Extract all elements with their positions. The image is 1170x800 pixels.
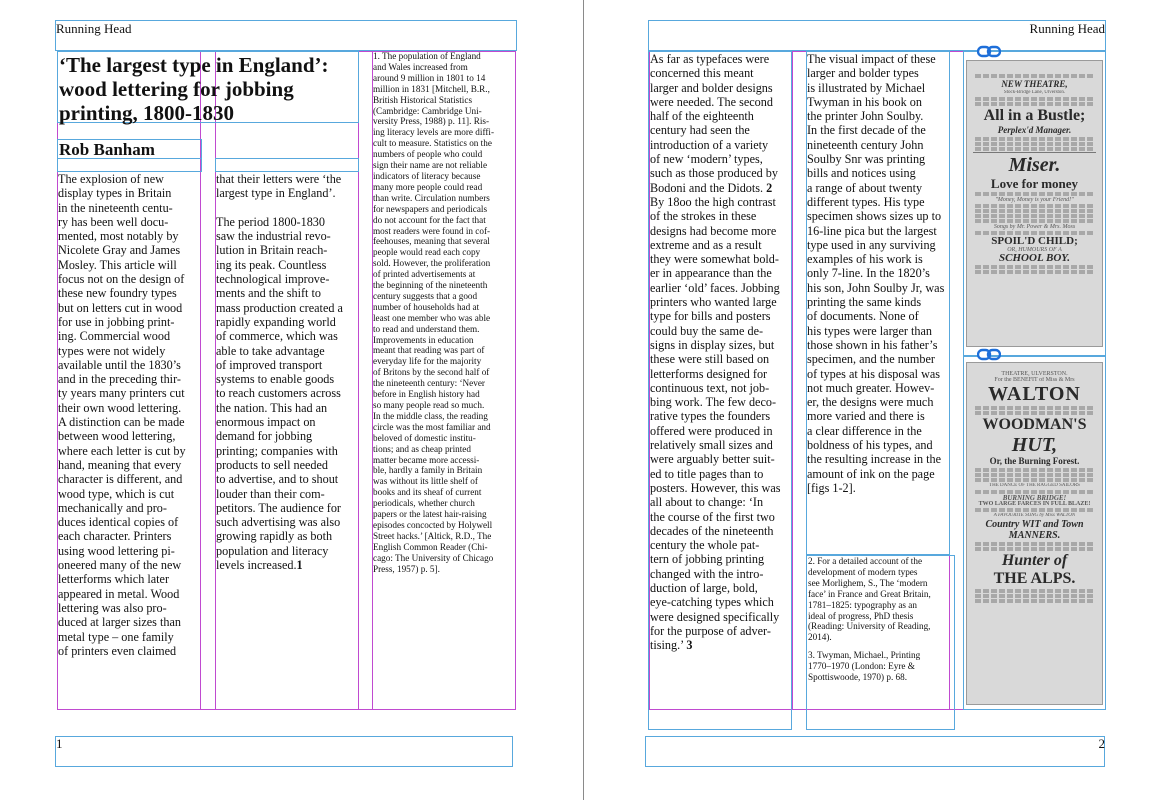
link-icon[interactable] xyxy=(977,347,1001,363)
poster-line: Hunter of xyxy=(1001,552,1068,569)
body-column-2-text: that their letters were ‘the largest type in England’. The period 1800-1830 saw the industrial revo- lution in Britain reach- ing its peak. Countless technological improve- ments and the shift to mass production created a rapidly expanding world of commerce, which was able to take advantage of improved transport systems to enable goods to reach customers across the nation. This had an enormous impact on demand for jobbing printing; companies with products to sell needed to advertise, and to shout louder than their com- petitors. The audience for such advertising was also growing rapidly as both population and literacy levels increased. xyxy=(216,172,343,573)
theatre-poster-image-1[interactable] xyxy=(966,60,1103,347)
poster-fine-print xyxy=(975,270,1094,274)
folio-frame-left[interactable] xyxy=(55,736,513,767)
poster-fine-print xyxy=(975,411,1094,415)
poster-line: SCHOOL BOY. xyxy=(999,253,1070,264)
body-column-2-right: The visual impact of these larger and bolder types is illustrated by Michael Twyman in his book on the printer John Soulby. In the first decade of the nineteenth century John Soulby Snr was printing bills and notices using a range of about twenty different types. His type specimen shows sizes up to 16-line pica but the largest type used in any surviving examples of his work is only 7-line. In the 1820’s his son, John Soulby Jr, was printing the same kinds of documents. None of his types were larger than those shown in his father’s specimen, and the number of types at his disposal was not much greater. Howev- er, the designs were much more varied and there is a clear difference in the boldness of his types, and the resulting increase in the amount of ink on the page [figs 1-2]. xyxy=(807,52,945,495)
footnote-ref-1[interactable]: 1 xyxy=(296,558,303,573)
author-name: Rob Banham xyxy=(59,140,155,159)
poster-line: Perplex'd Manager. xyxy=(997,125,1072,135)
poster-fine-print xyxy=(975,219,1094,223)
poster-line: OR, HUMOURS OF A xyxy=(1007,247,1062,253)
poster-line: Miser. xyxy=(1008,154,1061,176)
footnote-2: 2. For a detailed account of the development of modern types see Morlighem, S., The ‘modern face’ in France and Great Britain, 1781–1825: typography as an ideal of progress, PhD thesis (Reading: University of Reading, 2014). xyxy=(808,556,931,643)
column-guide xyxy=(358,51,359,710)
poster-line: THEATRE, ULVERSTON. xyxy=(1001,371,1068,377)
page-number-left: 1 xyxy=(56,736,63,751)
poster-line: THE ALPS. xyxy=(993,570,1076,587)
running-head-right: Running Head xyxy=(1029,21,1105,36)
poster-fine-print xyxy=(975,231,1094,235)
poster-fine-print xyxy=(975,478,1094,482)
body-column-1-right xyxy=(650,52,793,720)
margin-guide xyxy=(57,709,515,710)
poster-line: Love for money xyxy=(990,176,1079,191)
poster-line: BURNING BRIDGE! xyxy=(1002,495,1067,501)
footnote-3: 3. Twyman, Michael., Printing 1770–1970 (London: Eyre & Spottiswoode, 1970) p. 68. xyxy=(808,650,921,682)
running-head-left: Running Head xyxy=(56,21,132,36)
poster-fine-print xyxy=(975,547,1094,551)
poster-line: "Money, Money is your Friend!" xyxy=(995,197,1074,203)
page-number-right: 2 xyxy=(1098,736,1105,751)
body-column-2 xyxy=(216,172,358,652)
folio-frame-right[interactable] xyxy=(645,736,1105,767)
poster-line: SPOIL'D CHILD; xyxy=(991,236,1078,247)
poster-fine-print xyxy=(975,594,1094,598)
poster-fine-print xyxy=(975,142,1094,146)
poster-line: Stock-Bridge Lane, Ulverston. xyxy=(1003,90,1066,95)
poster-line: Songs by Mr. Power & Mrs. Moss xyxy=(993,224,1076,230)
poster-fine-print xyxy=(975,406,1094,410)
poster-line: Country WIT and Town xyxy=(985,519,1084,530)
poster-line: TWO LARGE FARCES IN FULL BLAZE! xyxy=(978,501,1091,507)
poster-fine-print xyxy=(975,147,1094,151)
theatre-poster-image-2[interactable] xyxy=(966,362,1103,705)
footnote-1: 1. The population of England and Wales increased from around 9 million in 1801 to 14 million in 1831 [Mitchell, B.R., British Historical Statistics (Cambridge: Cambridge Uni- versity Press, 1988) p. 11]. Ris- ing literacy levels are more diffi- cult to measure. Statistics on the numbers of people who could sign their name are not reliable indicators of literacy because many more people could read than write. Circulation numbers for newspapers and periodicals do not account for the fact that most readers were found in cof- feehouses, meaning that several people would read each copy sold. However, the proliferation of printed advertisements at the beginning of the nineteenth century suggests that a good number of households had at least one member who was able to read and understand them. Improvements in education meant that reading was part of everyday life for the majority of Britons by the second half of the nineteenth century: ‘Never before in English history had so many people read so much. In the middle class, the reading circle was the most familiar and beloved of domestic institu- tions; and as cheap printed matter became more accessi- ble, hardly a family in Britain was without its little shelf of books and its sheaf of current periodicals, whether church papers or the latest hair-raising episodes concocted by Holywell Street hacks.’ [Altick, R.D., The English Common Reader (Chi- cago: The University of Chicago Press, 1957) p. 5]. xyxy=(373,51,495,574)
poster-line: Or, the Burning Forest. xyxy=(989,456,1080,466)
poster-line: For the BENEFIT of Miss & Mrs xyxy=(994,377,1075,383)
body-column-1-right-text-b: By 18oo the high contrast of the strokes in these designs had become more extreme and as a result they were somewhat bold- er in appearance than the earlier ‘old’ faces. Jobbing printers who wanted large type for bills and posters could buy the same de- signs in display sizes, but these were still based on letterforms designed for continuous text, not job- bing work. The few deco- rative types the founders offered were produced in relatively small sizes and were arguably better suit- ed to title pages than to posters. However, this was all about to change: ‘In the course of the first two decades of the nineteenth century the whole pat- tern of jobbing printing changed with the intro- duction of large, bold, eye-catching types which were designed specifically for the purpose of adver- tising.’ xyxy=(650,194,781,653)
body-column-1: The explosion of new display types in Britain in the nineteenth centu- ry has been well docu- mented, most notably by Nicolete Gray and James Mosley. This article will focus not on the design of these new foundry types but on letters cut in wood for use in jobbing print- ing. Commercial wood types were not widely available until the 1830’s and in the preceding thir- ty years many printers cut their own wood lettering. A distinction can be made between wood lettering, where each letter is cut by hand, meaning that every character is different, and wood type, which is cut mechanically and pro- duces identical copies of each character. Printers using wood lettering pi- oneered many of the new letterforms which later appeared in metal. Wood lettering was also pro- duced at larger sizes than metal type – one family of printers even claimed xyxy=(58,172,186,658)
poster-fine-print xyxy=(975,473,1094,477)
poster-fine-print xyxy=(975,137,1094,141)
poster-line: WOODMAN'S xyxy=(982,416,1087,433)
poster-fine-print xyxy=(975,204,1094,208)
poster-fine-print xyxy=(975,192,1094,196)
poster-fine-print xyxy=(975,209,1094,213)
poster-line: All in a Bustle; xyxy=(983,107,1086,124)
poster-fine-print xyxy=(975,265,1094,269)
poster-fine-print xyxy=(975,599,1094,603)
poster-line: A FAVOURITE SONG by Miss WALTON xyxy=(993,513,1076,518)
poster-fine-print xyxy=(975,102,1094,106)
article-title: ‘The largest type in England’: wood lettering for jobbing printing, 1800-1830 xyxy=(59,53,329,125)
poster-line: MANNERS. xyxy=(1008,530,1061,541)
poster-line: HUT, xyxy=(1011,434,1058,456)
poster-line: NEW THEATRE, xyxy=(1001,79,1068,89)
poster-line: THE DANCE OF THE RAGGED SAILORS xyxy=(989,483,1080,488)
poster-fine-print xyxy=(975,589,1094,593)
poster-fine-print xyxy=(975,214,1094,218)
poster-fine-print xyxy=(975,508,1094,512)
footnote-ref-2[interactable]: 2 xyxy=(766,180,773,195)
poster-rule xyxy=(973,152,1096,153)
poster-fine-print xyxy=(975,97,1094,101)
poster-fine-print xyxy=(975,542,1094,546)
link-icon[interactable] xyxy=(977,44,1001,60)
footnote-ref-3[interactable]: 3 xyxy=(686,638,693,653)
author-spacer-frame[interactable] xyxy=(57,158,202,172)
body-column-1-right-text: As far as typefaces were concerned this meant larger and bolder designs were needed. The second half of the eighteenth century had seen the introduction of a variety of new ‘modern’ types, such as those produced by Bodoni and the Didots. xyxy=(650,52,778,195)
poster-fine-print xyxy=(975,468,1094,472)
column-2-frame[interactable] xyxy=(215,158,359,172)
poster-fine-print xyxy=(975,74,1094,78)
poster-line: WALTON xyxy=(988,383,1081,405)
spread-divider xyxy=(583,0,584,800)
poster-fine-print xyxy=(975,490,1094,494)
